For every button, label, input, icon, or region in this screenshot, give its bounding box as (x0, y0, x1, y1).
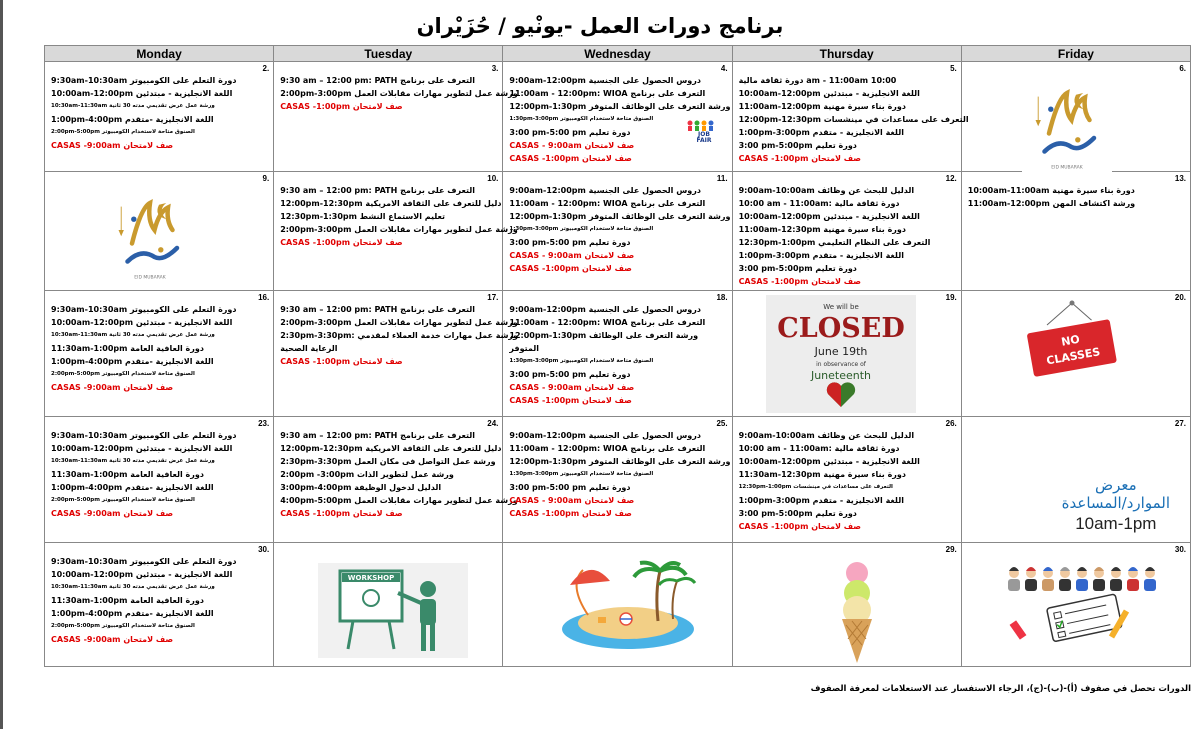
eid-mubarak-icon (105, 194, 195, 288)
day-cell (732, 417, 961, 543)
event-line: 1:00pm-4:00pm اللغة الانجليزية -متقدم (51, 483, 214, 492)
event-line: 1:00pm-3:00pm اللغة الانجليزية - متقدم (738, 128, 904, 137)
event-line: 1:00pm-3:00pm اللغة الانجليزية - متقدم (738, 251, 904, 260)
svg-text:FAIR: FAIR (696, 137, 712, 144)
event-line: 11:30am-1:00pm دورة العافية العامة (51, 470, 204, 479)
event-line: 11:00am - 12:00pm: WIOA التعرف على برنامج (509, 318, 706, 327)
event-line: 11:00am-12:00pm ورشة اكتشاف المهن (967, 199, 1136, 208)
svg-text:NO: NO (1060, 332, 1081, 349)
weekday-header: Tuesday (274, 46, 503, 62)
event-line: 10:00am-12:00pm اللغة الانجليزية - مبتدئين (51, 89, 233, 98)
event-line: 9:30 am – 12:00 pm: PATH التعرف على برنامج (280, 431, 476, 440)
svg-text:JOB: JOB (697, 131, 710, 138)
event-list (280, 429, 518, 520)
exam-line: CASAS -1:00pm صف لامتحان (509, 396, 632, 405)
exam-line: CASAS -1:00pm صف لامتحان (738, 277, 862, 286)
event-line: 11:30am-12:30pm دورة بناء سيرة مهنية (738, 470, 906, 479)
event-line: 9:30 am – 12:00 pm: PATH التعرف على برنامج (280, 305, 476, 314)
event-line: 12:30pm-1:30pm تعليم الاستماع النشط (280, 212, 446, 221)
exam-line: CASAS -1:00pm صف لامتحان (738, 522, 862, 531)
event-line: 10:00 am - 11:00am: دورة ثقافة مالية (738, 199, 900, 208)
event-line: 9:30am-10:30am دورة التعلم على الكومبيوتر (51, 557, 237, 566)
day-number: 6. (1179, 64, 1186, 73)
event-line: 11:00am - 12:00pm: WIOA التعرف على برنامج (509, 199, 706, 208)
event-line: 1:00pm-4:00pm اللغة الانجليزية -متقدم (51, 609, 214, 618)
event-line: 11:00am-12:30pm دورة بناء سيرة مهنية (738, 225, 906, 234)
ice-cream-icon (827, 555, 887, 669)
exam-line: CASAS -1:00pm صف لامتحان (509, 264, 632, 273)
event-line: 9:00am-12:00pm دروس الحصول على الجنسية (509, 431, 701, 440)
event-line: 4:00pm-5:00pm ورشة عمل لتطوير مهارات مقابلات العمل (280, 496, 518, 505)
event-line: 11:30am-1:00pm دورة العافية العامة (51, 596, 204, 605)
event-line: 2:00pm-5:00pm الصنوق متاحة لاستخدام الكومبيوتر (51, 497, 195, 503)
weekday-header: Wednesday (503, 46, 732, 62)
exam-line: CASAS -9:00am صف لامتحان (51, 635, 174, 644)
event-line: 10:00am-12:00pm اللغة الانجليزية - مبتدئين (51, 570, 233, 579)
day-number: 29. (945, 545, 957, 554)
event-line: 11:30am-1:00pm دورة العافية العامة (51, 344, 204, 353)
week-row (45, 291, 1191, 417)
event-line: 1:00pm-3:00pm اللغة الانجليزية - متقدم (738, 496, 904, 505)
event-line: 11:00am - 12:00pm: WIOA التعرف على برنامج (509, 444, 706, 453)
day-cell (274, 291, 519, 417)
event-line: 9:30 am – 12:00 pm: PATH التعرف على برنامج (280, 76, 476, 85)
event-line: 9:00am-10:00am الدليل للبحث عن وظائف (738, 186, 915, 195)
day-number: 25. (716, 419, 728, 428)
event-line: 12:30pm-1:00pm التعرف على مساعدات في مينشسات (738, 484, 893, 490)
exam-line: CASAS -9:00am صف لامتحان (51, 509, 174, 518)
event-line: 1:30pm-3:00pm الصنوق متاحة لاستخدام الكومبيوتر (509, 226, 654, 232)
event-line: 3:00 pm-5:00 pm دورة تعليم (509, 238, 631, 247)
day-cell (961, 417, 1190, 543)
event-line: 2:00pm -3:00pm ورشة عمل لتطوير الذات (280, 470, 454, 479)
event-line: 10:00 am - 11:00am دورة ثقافة مالية (738, 76, 897, 85)
event-line: 12:00pm-1:30pm ورشة التعرف على الوظائف (509, 331, 699, 340)
event-line: 9:30am-10:30am دورة التعلم على الكومبيوتر (51, 431, 237, 440)
event-line: 2:30pm-3:30pm ورشة عمل التواصل فى مكان العمل (280, 457, 496, 466)
day-number: 12. (945, 174, 957, 183)
day-cell (503, 172, 732, 291)
event-line: 3:00 pm-5:00 pm دورة تعليم (509, 128, 631, 137)
event-list (51, 303, 257, 394)
event-line: الرعاية الصحية (280, 344, 338, 353)
svg-text:CLASSES: CLASSES (1045, 345, 1101, 368)
weekday-header: Friday (961, 46, 1190, 62)
event-list (739, 184, 945, 288)
day-number: 3. (491, 64, 499, 73)
day-number: 30. (1174, 545, 1186, 554)
day-cell (274, 172, 518, 291)
event-line: 10:00am-12:00pm اللغة الانجليزية - مبتدئين (738, 212, 920, 221)
week-row (45, 417, 1191, 543)
event-line: 3:00 pm-5:00pm دورة تعليم (738, 264, 857, 273)
svg-text:CLOSED: CLOSED (776, 313, 905, 344)
day-number: 26. (945, 419, 957, 428)
event-line: 2:00pm-3:00pm ورشة عمل لتطوير مهارات مقابلات العمل (280, 225, 518, 234)
fair-time: 10am-1pm (1075, 514, 1157, 533)
event-line: 9:00am-10:00am الدليل للبحث عن وظائف (738, 431, 915, 440)
day-cell (274, 62, 518, 172)
svg-text:WORKSHOP: WORKSHOP (347, 574, 395, 582)
event-line: 12:00pm-12:30pm دليل للتعرف على الثقافة الامريكية (280, 199, 502, 208)
day-cell (961, 62, 1190, 172)
job-fair-icon (684, 119, 724, 147)
left-window-border (0, 0, 3, 729)
eid-mubarak-icon (1022, 84, 1112, 178)
event-line: 10:00 am - 11:00am: دورة ثقافة مالية (738, 444, 900, 453)
exam-line: CASAS -9:00am صف لامتحان (51, 383, 174, 392)
event-line: 3:00 pm-5:00pm دورة تعليم (738, 509, 857, 518)
svg-text:EID MUBARAK: EID MUBARAK (1051, 165, 1083, 171)
weekday-header-row (45, 46, 1191, 62)
exam-line: CASAS - 9:00am صف لامتحان (509, 251, 635, 260)
week-row (45, 62, 1191, 172)
day-cell (732, 291, 961, 417)
page-title: برنامج دورات العمل -يونْيو / حُزَيْران (416, 14, 784, 38)
event-line: 1:00pm-4:00pm اللغة الانجليزية -متقدم (51, 357, 214, 366)
event-line: 1:30pm-3:00pm الصنوق متاحة لاستخدام الكومبيوتر (509, 116, 654, 122)
week-row (45, 543, 1191, 667)
event-list (51, 74, 257, 152)
svg-text:June 19th: June 19th (814, 345, 867, 358)
day-number: 20. (1174, 293, 1186, 302)
footer-note: الدورات تحصل في صفوف (أ)-(ب)-(ج)، الرجاء الاستفسار عند الاستعلامات لمعرفة الصفوف (810, 684, 1191, 694)
exam-line: CASAS - 9:00am صف لامتحان (509, 496, 635, 505)
event-list (280, 303, 519, 368)
weekday-header: Monday (45, 46, 274, 62)
event-line: 10:30am-11:30am ورشة عمل عرض تقديمي مدته 30 ثانية (51, 584, 215, 590)
day-number: 4. (720, 64, 728, 73)
event-list (280, 74, 518, 113)
event-line: 10:30am-11:30am ورشة عمل عرض تقديمي مدته 30 ثانية (51, 103, 215, 109)
people-checklist-icon (1004, 561, 1164, 650)
event-list (968, 184, 1174, 210)
event-line: 10:00am-12:00pm اللغة الانجليزية - مبتدئين (738, 457, 920, 466)
svg-text:Juneteenth: Juneteenth (810, 369, 871, 382)
event-line: 9:00am-12:00pm دروس الحصول على الجنسية (509, 186, 701, 195)
event-line: 10:00am-12:00pm اللغة الانجليزية - مبتدئين (738, 89, 920, 98)
event-list (509, 429, 731, 520)
exam-line: CASAS -1:00pm صف لامتحان (738, 154, 862, 163)
event-line: 9:00am-12:00pm دروس الحصول على الجنسية (509, 305, 701, 314)
day-cell (45, 417, 274, 543)
svg-text:in observance of: in observance of (815, 361, 866, 368)
event-line: 9:30am-10:30am دورة التعلم على الكومبيوتر (51, 76, 237, 85)
day-cell (732, 543, 961, 667)
exam-line: CASAS - 9:00am صف لامتحان (509, 141, 635, 150)
day-number: 18. (716, 293, 728, 302)
event-line: 12:00pm-1:30pm ورشة التعرف على الوظائف المتوفر (509, 212, 731, 221)
event-line: 2:00pm-3:00pm ورشة عمل لتطوير مهارات مقابلات العمل (280, 318, 518, 327)
day-number: 5. (950, 64, 957, 73)
weekday-header: Thursday (732, 46, 961, 62)
day-cell (961, 291, 1190, 417)
day-cell (503, 291, 732, 417)
event-list (51, 429, 257, 520)
event-list (509, 184, 731, 275)
calendar-table (44, 45, 1191, 667)
event-list (738, 74, 969, 165)
event-line: 9:30am-10:30am دورة التعلم على الكومبيوتر (51, 305, 237, 314)
event-line: المتوفر (509, 344, 539, 353)
fair-subtitle: الموارد/المساعدة (1061, 494, 1170, 512)
day-number: 17. (487, 293, 499, 302)
event-line: 12:00pm-1:30pm ورشة التعرف على الوظائف المتوفر (509, 457, 731, 466)
exam-line: CASAS -1:00pm صف لامتحان (280, 102, 403, 111)
event-line: 10:00am-12:00pm اللغة الانجليزية - مبتدئين (51, 444, 233, 453)
event-list (280, 184, 518, 249)
event-line: 12:30pm-1:00pm التعرف على النظام التعليمي (738, 238, 931, 247)
event-line: 12:00pm-1:30pm ورشة التعرف على الوظائف المتوفر (509, 102, 731, 111)
event-line: 3:00 pm-5:00 pm دورة تعليم (509, 483, 631, 492)
svg-text:EID MUBARAK: EID MUBARAK (134, 275, 166, 281)
event-line: 2:00pm-5:00pm الصنوق متاحة لاستخدام الكومبيوتر (51, 129, 195, 135)
exam-line: CASAS -1:00pm صف لامتحان (280, 509, 403, 518)
day-number: 11. (716, 174, 728, 183)
resource-fair-notice (1062, 476, 1170, 534)
event-line: 9:30 am – 12:00 pm: PATH التعرف على برنامج (280, 186, 476, 195)
day-number: 24. (487, 419, 499, 428)
day-cell (45, 172, 274, 291)
event-line: 2:30pm-3:30pm: ورشة عمل مهارات خدمة العملاء لمقدمي (280, 331, 519, 340)
event-line: 1:30pm-3:00pm الصنوق متاحة لاستخدام الكومبيوتر (509, 358, 654, 364)
svg-text:We will be: We will be (822, 303, 859, 311)
event-line: 1:30pm-3:00pm الصنوق متاحة لاستخدام الكومبيوتر (509, 471, 654, 477)
event-list (51, 555, 257, 646)
day-cell (732, 172, 961, 291)
exam-line: CASAS -1:00pm صف لامتحان (280, 238, 403, 247)
fair-title: معرض (1094, 476, 1137, 494)
event-line: 3:00 pm-5:00pm دورة تعليم (738, 141, 857, 150)
event-line: 2:00pm-3:00pm ورشة عمل لتطوير مهارات مقابلات العمل (280, 89, 518, 98)
event-list (509, 303, 715, 407)
event-line: 2:00pm-5:00pm الصنوق متاحة لاستخدام الكومبيوتر (51, 623, 195, 629)
day-cell (503, 543, 732, 667)
exam-line: CASAS - 9:00am صف لامتحان (509, 383, 635, 392)
event-list (739, 429, 945, 533)
no-classes-sign-icon (1017, 299, 1127, 383)
day-number: 23. (258, 419, 270, 428)
day-cell (961, 172, 1190, 291)
day-cell (732, 62, 969, 172)
event-line: 10:30am-11:30am ورشة عمل عرض تقديمي مدته 30 ثانية (51, 332, 215, 338)
closed-sign-icon (766, 295, 916, 417)
day-cell (45, 62, 274, 172)
event-line: 9:00am-12:00pm دروس الحصول على الجنسية (509, 76, 701, 85)
day-number: 19. (945, 293, 957, 302)
event-line: 11:00am - 12:00pm: WIOA التعرف على برنامج (509, 89, 706, 98)
day-number: 10. (487, 174, 499, 183)
workshop-icon (318, 563, 468, 662)
day-cell (274, 417, 518, 543)
day-number: 16. (258, 293, 270, 302)
event-line: 3:00pm-4:00pm الدليل لدخول الوظيفة (280, 483, 442, 492)
exam-line: CASAS -9:00am صف لامتحان (51, 141, 174, 150)
day-number: 9. (262, 174, 270, 183)
day-cell (45, 543, 274, 667)
day-cell (503, 62, 732, 172)
day-cell (961, 543, 1190, 667)
beach-icon (558, 557, 698, 656)
day-cell (274, 543, 503, 667)
event-line: 3:00 pm-5:00 pm دورة تعليم (509, 370, 631, 379)
event-line: 1:00pm-4:00pm اللغة الانجليزية -متقدم (51, 115, 214, 124)
day-cell (45, 291, 274, 417)
day-number: 2. (262, 64, 270, 73)
day-cell (503, 417, 732, 543)
event-line: 2:00pm-5:00pm الصنوق متاحة لاستخدام الكومبيوتر (51, 371, 195, 377)
event-line: 10:00am-11:00am دورة بناء سيرة مهنية (967, 186, 1135, 195)
event-line: 12:00pm-12:30pm دليل للتعرف على الثقافة الامريكية (280, 444, 502, 453)
event-line: 12:00pm-12:30pm التعرف على مساعدات في مينشسات (738, 115, 969, 124)
day-number: 13. (1174, 174, 1186, 183)
event-line: 10:00am-12:00pm اللغة الانجليزية - مبتدئين (51, 318, 233, 327)
exam-line: CASAS -1:00pm صف لامتحان (509, 509, 632, 518)
exam-line: CASAS -1:00pm صف لامتحان (509, 154, 632, 163)
day-number: 27. (1174, 419, 1186, 428)
event-line: 11:00am-12:00pm دورة بناء سيرة مهنية (738, 102, 906, 111)
event-line: 10:30am-11:30am ورشة عمل عرض تقديمي مدته 30 ثانية (51, 458, 215, 464)
exam-line: CASAS -1:00pm صف لامتحان (280, 357, 403, 366)
day-number: 30. (258, 545, 270, 554)
week-row (45, 172, 1191, 291)
